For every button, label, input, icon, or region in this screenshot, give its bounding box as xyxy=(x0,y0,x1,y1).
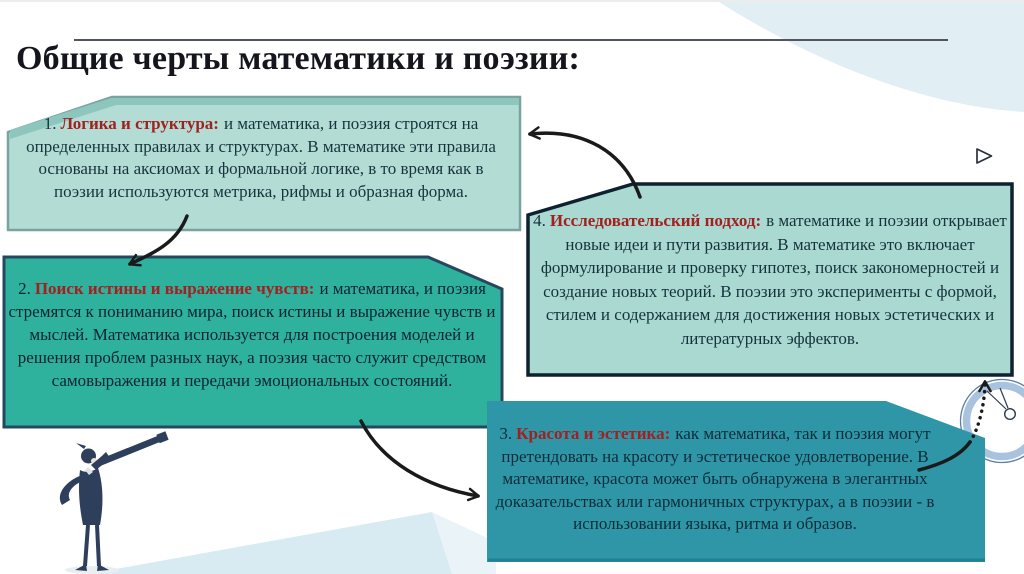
box-2-heading: Поиск истины и выражение чувств: xyxy=(34,279,315,298)
content-box-4 xyxy=(531,186,1009,350)
box-3-number: 3. xyxy=(499,424,513,443)
box-2-number: 2. xyxy=(18,279,31,298)
box-2-body: и математика, и поэзия стремятся к пониманию мира, поиск истины и выражение чувств и мыслей. Математика используется для построения моделей и решения проблем разных наук, а поэзия часто служит средством самовыражения и передачи эмоциональных состояний. xyxy=(8,279,496,390)
content-box-2 xyxy=(6,258,498,392)
page-title: Общие черты математики и поэзии: xyxy=(16,40,581,77)
play-outline-icon xyxy=(977,149,992,163)
box-4-body: в математике и поэзии открывает новые идеи и пути развития. В математике это включает формулирование и проверку гипотез, поиск закономерностей и создание новых теорий. В поэзии это эксперименты с формой, стилем и содержанием для достижения новых эстетических и литературных эффектов. xyxy=(540,211,1007,348)
box-3-heading: Красота и эстетика: xyxy=(516,424,671,443)
box-1-heading: Логика и структура: xyxy=(60,114,219,133)
spyglass-person-illustration xyxy=(60,436,167,574)
box-4-heading: Исследовательский подход: xyxy=(549,211,762,230)
bottom-wedge xyxy=(88,512,496,574)
content-box-1 xyxy=(12,98,510,203)
content-box-3 xyxy=(489,402,941,536)
box-1-body: и математика, и поэзия строятся на определенных правилах и структурах. В математике эти правила основаны на аксиомах и формальной логике, в то время как в поэзии используются метрика, рифмы и образная форма. xyxy=(26,114,496,201)
box-4-number: 4. xyxy=(533,211,546,230)
box-1-number: 1. xyxy=(43,114,57,133)
arrow-box2-to-box3 xyxy=(361,421,478,496)
box-3-body: как математика, так и поэзия могут претендовать на красоту и эстетическое удовлетворение. В математике, красота может быть обнаружена в элегантных доказательствах или гармоничных структурах, а в поэзии - в использовании языка, ритма и образов. xyxy=(495,424,935,533)
